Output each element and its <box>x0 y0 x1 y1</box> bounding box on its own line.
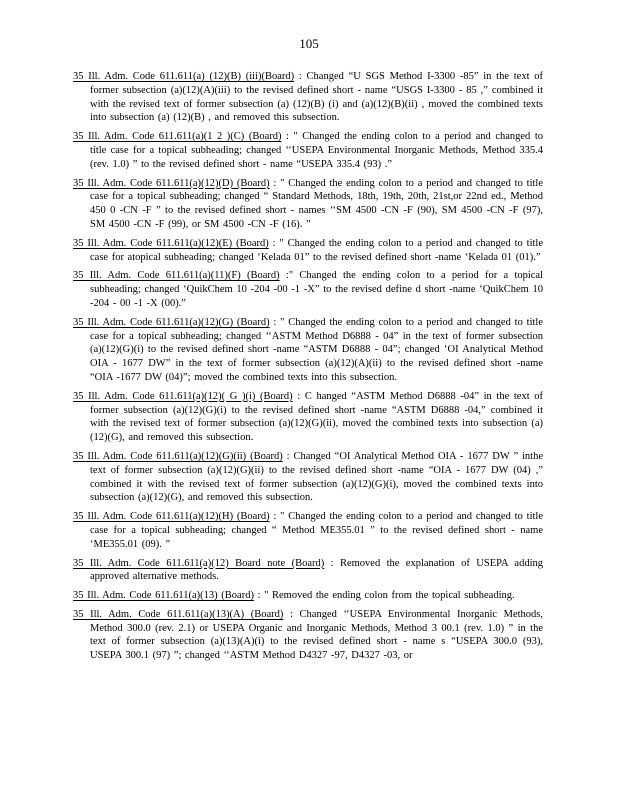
change-entry <box>73 390 543 445</box>
citation: 35 Ill. Adm. Code 611.611(a)(12)(D) (Board) <box>73 177 270 189</box>
change-list <box>73 70 543 668</box>
change-entry <box>73 316 543 385</box>
change-description: : Changed “U SGS Method I-3300 -85” in the text of former subsection (a)(12)(A)(iii) to the revised defined short - name “USGS I-3300 - 85 ,” combined it with the revised text of former subsection (a) (12)(B) (i) and (a)(12)(B)(ii) , moved the combined texts into subsection (a) (12)(B) , and removed this subsection. <box>90 71 543 124</box>
change-description: : " Changed the ending colon to a period and changed to title case for a topical subheading; changed “ Method ME355.01 ” to the revised defined short - name ‘ME355.01 (09). ” <box>90 511 543 550</box>
change-entry <box>73 589 543 603</box>
citation: 35 Ill. Adm. Code 611.611(a)(1 2 )(C) (Board) <box>73 131 282 143</box>
change-description: :" Changed the ending colon to a period for a topical subheading; changed ‘QuikChem 10 -204 -00 -1 -X” to the revised define d short -name ‘QuikChem 10 -204 - 00 -1 -X (00).” <box>90 270 543 309</box>
change-entry <box>73 269 543 310</box>
citation: 35 Ill. Adm. Code 611.611(a)(12)(E) (Board) <box>73 237 269 249</box>
change-entry <box>73 70 543 125</box>
change-description: : " Changed the ending colon to a period and changed to title case for a topical subheading; changed “ Standard Methods, 18th, 19th, 20th, 21st,or 22nd ed., Method 450 0 -CN -F ” to the revised defined short - names ‘‘SM 4500 -CN -F (90), SM 4500 -CN -F (97), SM 4500 -CN -F (99), or SM 4500 -CN -F (16). ” <box>90 177 543 230</box>
change-description: : C hanged “ASTM Method D6888 -04” in the text of former subsection (a)(12)(G)(i) to the revised defined short -name “ASTM D6888 -04,” combined it with the revised text of former subsection (a)(12)(G)(ii), moved the combined texts into subsection (a)(12)(G), and removed this subsection. <box>90 390 543 444</box>
citation: 35 Ill. Adm. Code 611.611(a)(12)( G )(i) (Board) <box>73 390 293 402</box>
citation: 35 Ill. Adm. Code 611.611(a)(12)(G) (Board) <box>73 316 270 328</box>
change-description: : Changed “OI Analytical Method OIA - 1677 DW ” inthe text of former subsection (a)(12)(G)(ii) to the revised defined short -name “OIA - 1677 DW (04) ,” combined it with the revised text of former subsection (a)(12)(G)(i), moved the combined texts into subsection (a)(12)(G), and removed this subsection. <box>90 450 543 504</box>
citation: 35 Ill. Adm. Code 611.611(a)(12) Board note (Board) <box>73 557 325 569</box>
citation: 35 Ill. Adm. Code 611.611(a)(12)(H) (Board) <box>73 511 270 523</box>
page-number: 105 <box>299 36 319 51</box>
change-entry <box>73 177 543 232</box>
change-entry <box>73 130 543 171</box>
change-description: : " Changed the ending colon to a period and changed to title case for a topical subheading; changed ‘‘USEPA Environmental Inorganic Methods, Method 335.4 (rev. 1.0) ” to the revised defined short - name “USEPA 335.4 (93) .” <box>90 131 543 170</box>
change-description: : " Changed the ending colon to a period and changed to title case for atopical subheading; changed ‘Kelada 01” to the revised defined short -name ‘Kelada 01 (01).” <box>90 237 543 263</box>
change-description: : Removed the explanation of USEPA adding approved alternative methods. <box>90 557 543 583</box>
change-description: : Changed ‘‘USEPA Environmental Inorganic Methods, Method 300.0 (rev. 2.1) or USEPA Organic and Inorganic Methods, Method 3 00.1 (rev. 1.0) ” in the text of former subsection (a)(13)(A)(i) to the revised defined short - name s “USEPA 300.0 (93), USEPA 300.1 (97) ”; changed ‘‘ASTM Method D4327 -97, D4327 -03, or <box>90 608 543 662</box>
citation: 35 Ill. Adm. Code 611.611(a)(13) (Board) <box>73 590 254 602</box>
citation: 35 Ill. Adm. Code 611.611(a)(13)(A) (Board) <box>73 608 284 620</box>
change-entry <box>73 510 543 551</box>
change-entry <box>73 237 543 265</box>
citation: 35 Ill. Adm. Code 611.611(a)(12)(G)(ii) (Board) <box>73 450 283 462</box>
change-entry <box>73 450 543 505</box>
citation: 35 Ill. Adm. Code 611.611(a) (12)(B) (iii)(Board) <box>73 71 295 82</box>
citation: 35 Ill. Adm. Code 611.611(a)(11)(F) (Board) <box>73 270 280 282</box>
change-entry <box>73 608 543 663</box>
change-entry <box>73 557 543 585</box>
change-description: : " Removed the ending colon from the topical subheading. <box>253 590 515 602</box>
change-description: : " Changed the ending colon to a period and changed to title case for a topical subheading; changed ‘‘ASTM Method D6888 - 04” in the text of former subsection (a)(12)(G)(i) to the revised defined short -name “ASTM D6888 - 04”; changed ‘OI Analytical Method OIA - 1677 DW” in the text of former subsection (a)(12)(A)(ii) to the revised defined short -name “OIA -1677 DW (04)”; moved the combined texts into this subsection. <box>90 316 543 383</box>
